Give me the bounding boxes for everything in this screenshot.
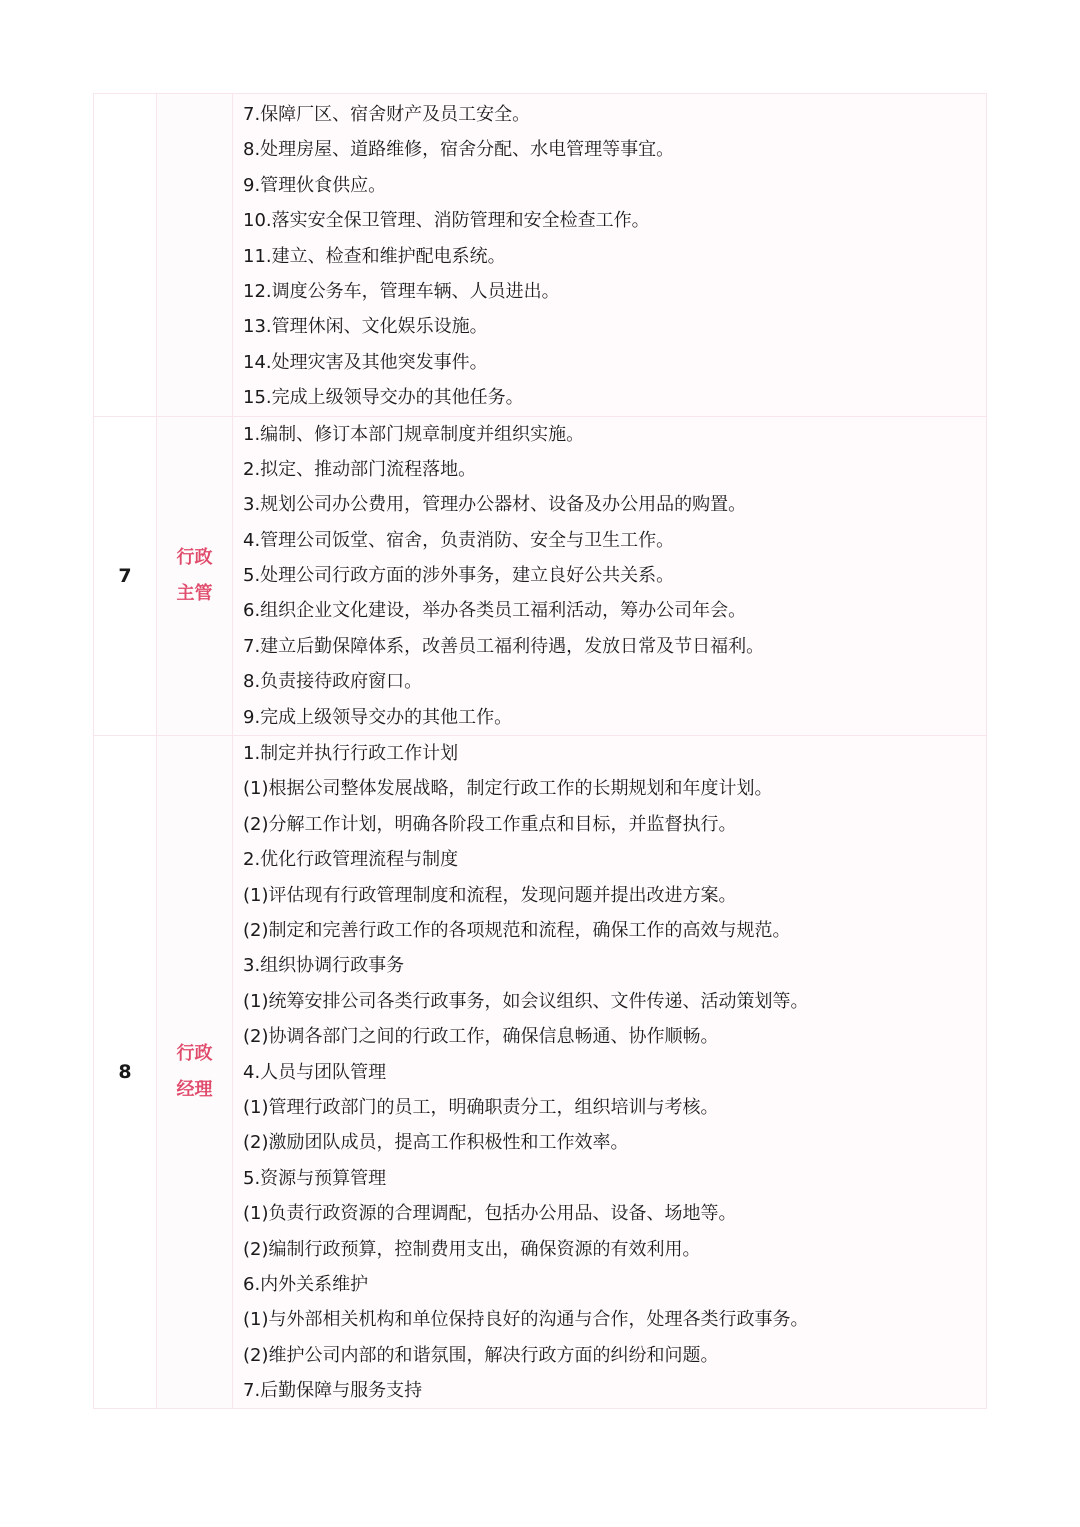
role-line: 主管 bbox=[176, 582, 213, 604]
duty-item: (1)根据公司整体发展战略，制定行政工作的长期规划和年度计划。 bbox=[243, 778, 773, 800]
duty-item: (1)评估现有行政管理制度和流程，发现问题并提出改进方案。 bbox=[243, 884, 737, 906]
duty-item: 13.管理休闲、文化娱乐设施。 bbox=[243, 316, 488, 338]
duty-item: 5.处理公司行政方面的涉外事务，建立良好公共关系。 bbox=[243, 565, 675, 587]
row-number: 8 bbox=[94, 736, 157, 1409]
duty-item: (2)分解工作计划，明确各阶段工作重点和目标，并监督执行。 bbox=[243, 813, 737, 835]
duty-item: 11.建立、检查和维护配电系统。 bbox=[243, 245, 506, 267]
duty-item: (2)激励团队成员，提高工作积极性和工作效率。 bbox=[243, 1132, 629, 1154]
role-line: 经理 bbox=[176, 1079, 213, 1101]
duty-table bbox=[93, 93, 987, 1409]
duty-item: 8.负责接待政府窗口。 bbox=[243, 671, 423, 693]
duty-item: 12.调度公务车，管理车辆、人员进出。 bbox=[243, 280, 560, 302]
duty-item: 15.完成上级领导交办的其他任务。 bbox=[243, 387, 524, 409]
duty-item: 2.优化行政管理流程与制度 bbox=[243, 849, 459, 871]
role-line: 行政 bbox=[176, 546, 213, 568]
duty-cell bbox=[233, 736, 987, 1409]
role-cell bbox=[157, 94, 233, 417]
duty-cell bbox=[233, 416, 987, 736]
duty-item: 14.处理灾害及其他突发事件。 bbox=[243, 351, 488, 373]
table-row bbox=[94, 94, 987, 417]
duty-item: 7.后勤保障与服务支持 bbox=[243, 1380, 423, 1402]
duty-item: 7.保障厂区、宿舍财产及员工安全。 bbox=[243, 104, 531, 125]
duty-item: 9.管理伙食供应。 bbox=[243, 174, 387, 196]
duty-item: 3.组织协调行政事务 bbox=[243, 955, 405, 977]
duty-item: 1.制定并执行行政工作计划 bbox=[243, 743, 459, 765]
table-row bbox=[94, 416, 987, 736]
role-cell bbox=[157, 736, 233, 1409]
table-row bbox=[94, 736, 987, 1409]
duty-item: (1)管理行政部门的员工，明确职责分工，组织培训与考核。 bbox=[243, 1096, 719, 1118]
duty-item: (2)编制行政预算，控制费用支出，确保资源的有效利用。 bbox=[243, 1238, 701, 1260]
duty-item: (2)维护公司内部的和谐氛围，解决行政方面的纠纷和问题。 bbox=[243, 1344, 719, 1366]
row-number: 7 bbox=[94, 416, 157, 736]
duty-item: (2)协调各部门之间的行政工作，确保信息畅通、协作顺畅。 bbox=[243, 1026, 719, 1048]
duty-item: 7.建立后勤保障体系，改善员工福利待遇，发放日常及节日福利。 bbox=[243, 635, 765, 657]
duty-item: 5.资源与预算管理 bbox=[243, 1167, 387, 1189]
duty-cell bbox=[233, 94, 987, 417]
duty-item: 6.内外关系维护 bbox=[243, 1273, 369, 1295]
duty-item: (1)统筹安排公司各类行政事务，如会议组织、文件传递、活动策划等。 bbox=[243, 990, 809, 1012]
row-number bbox=[94, 94, 157, 417]
duty-item: 10.落实安全保卫管理、消防管理和安全检查工作。 bbox=[243, 210, 650, 232]
duty-item: 4.管理公司饭堂、宿舍，负责消防、安全与卫生工作。 bbox=[243, 529, 675, 551]
duty-item: 9.完成上级领导交办的其他工作。 bbox=[243, 706, 513, 728]
duty-item: (1)负责行政资源的合理调配，包括办公用品、设备、场地等。 bbox=[243, 1203, 737, 1225]
role-cell bbox=[157, 416, 233, 736]
duty-item: (2)制定和完善行政工作的各项规范和流程，确保工作的高效与规范。 bbox=[243, 919, 791, 941]
duty-item: (1)与外部相关机构和单位保持良好的沟通与合作，处理各类行政事务。 bbox=[243, 1309, 809, 1331]
duty-item: 2.拟定、推动部门流程落地。 bbox=[243, 458, 477, 480]
duty-item: 3.规划公司办公费用，管理办公器材、设备及办公用品的购置。 bbox=[243, 494, 747, 516]
duty-item: 4.人员与团队管理 bbox=[243, 1061, 387, 1083]
duty-item: 1.编制、修订本部门规章制度并组织实施。 bbox=[243, 423, 585, 445]
duty-item: 8.处理房屋、道路维修，宿舍分配、水电管理等事宜。 bbox=[243, 139, 675, 161]
duty-item: 6.组织企业文化建设，举办各类员工福利活动，筹办公司年会。 bbox=[243, 600, 747, 622]
role-line: 行政 bbox=[176, 1043, 213, 1065]
